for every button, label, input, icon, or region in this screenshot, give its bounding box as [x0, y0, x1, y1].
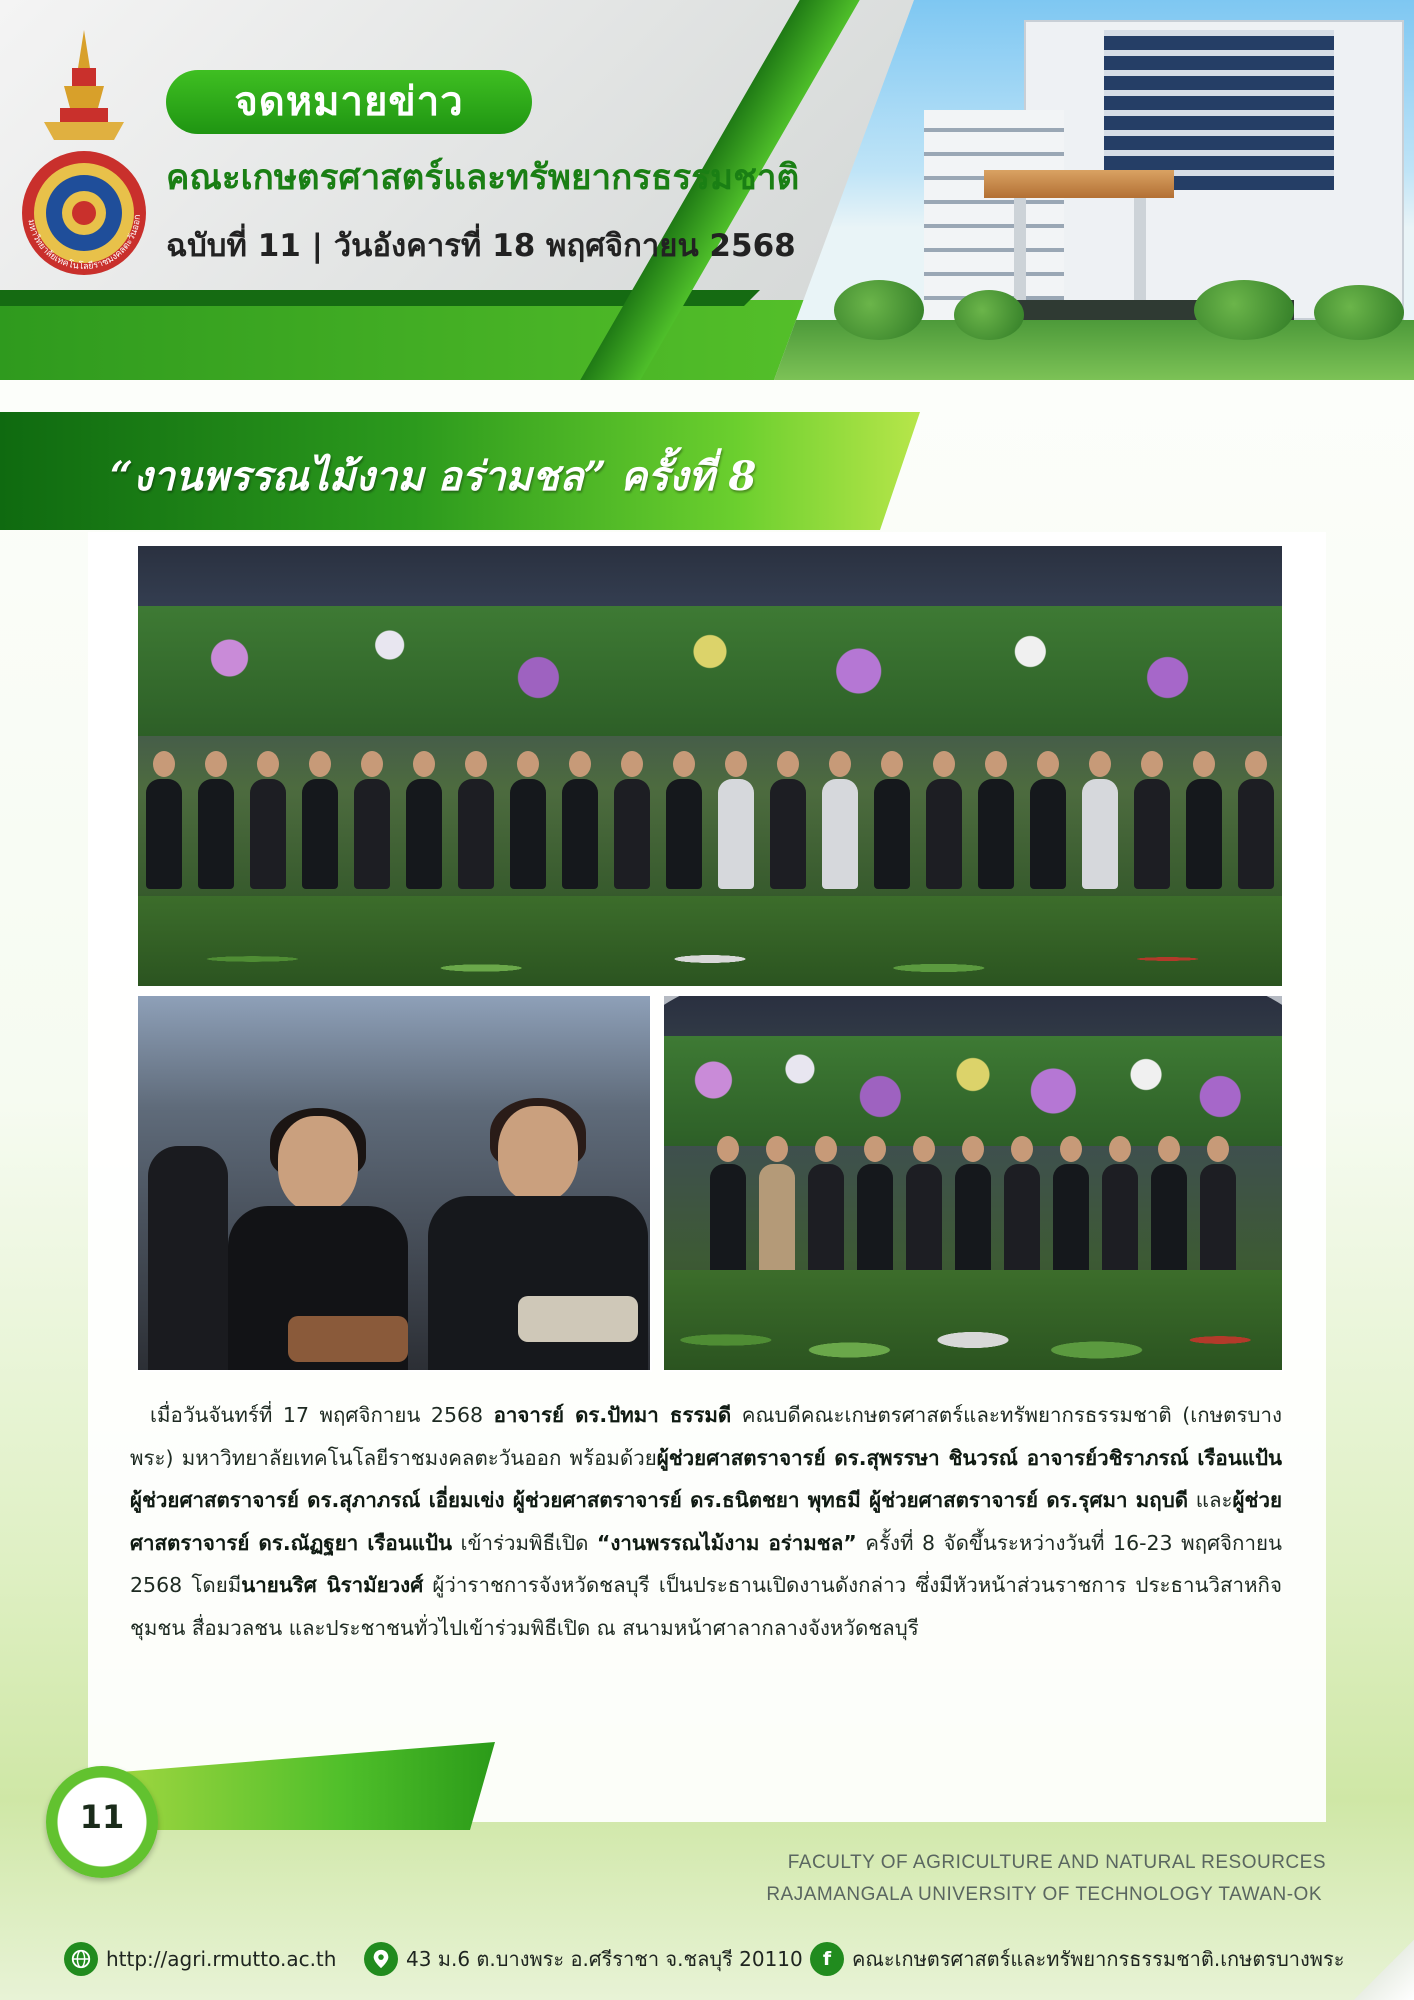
facebook-contact[interactable]	[810, 1942, 1344, 1976]
address-text: 43 ม.6 ต.บางพระ อ.ศรีราชา จ.ชลบุรี 20110	[406, 1947, 803, 1971]
facebook-icon: f	[810, 1942, 844, 1976]
website-contact[interactable]	[64, 1942, 336, 1976]
facebook-page-link[interactable]: คณะเกษตรศาสตร์และทรัพยากรธรรมชาติ.เกษตรบางพระ	[852, 1947, 1345, 1971]
staff-name-2: ผู้ช่วยศาสตราจารย์ ดร.ณัฏฐยา เรือนแป้น	[130, 1488, 1282, 1555]
website-link[interactable]: http://agri.rmutto.ac.th	[106, 1947, 337, 1971]
seated-guests-photo	[136, 994, 652, 1372]
address-contact	[364, 1942, 803, 1976]
section-title: “งานพรรณไม้งาม อร่ามชล” ครั้งที่ 8	[110, 453, 757, 500]
group-photo-main	[136, 544, 1284, 988]
faculty-english-name: FACULTY OF AGRICULTURE AND NATURAL RESOURCES	[787, 1852, 1326, 1873]
university-logo	[14, 28, 154, 278]
globe-icon	[64, 1942, 98, 1976]
faculty-name: คณะเกษตรศาสตร์และทรัพยากรธรรมชาติ	[166, 158, 800, 198]
group-photo-staff	[662, 994, 1284, 1372]
page-number: 11	[79, 1798, 125, 1836]
university-english-name: RAJAMANGALA UNIVERSITY OF TECHNOLOGY TAWAN-OK	[766, 1884, 1322, 1905]
page-curl-decoration	[1354, 1940, 1414, 2000]
dean-name: อาจารย์ ดร.ปัทมา ธรรมดี	[493, 1403, 732, 1427]
logo-ring-text: มหาวิทยาลัยเทคโนโลยีราชมงคลตะวันออก	[25, 214, 144, 273]
governor-name: นายนริศ นิรามัยวงศ์	[241, 1573, 424, 1597]
issue-date-line: ฉบับที่ 11 | วันอังคารที่ 18 พฤศจิกายน 2568	[166, 228, 796, 264]
article-body: เมื่อวันจันทร์ที่ 17 พฤศจิกายน 2568 อาจารย์ ดร.ปัทมา ธรรมดี คณบดีคณะเกษตรศาสตร์และทรัพยากรธรรมชาติ (เกษตรบางพระ) มหาวิทยาลัยเทคโนโลยีราชมงคลตะวันออก พร้อมด้วยผู้ช่วยศาสตราจารย์ ดร.สุพรรษา ชินวรณ์ อาจารย์วชิราภรณ์ เรือนแป้น ผู้ช่วยศาสตราจารย์ ดร.สุภาภรณ์ เอี่ยมเข่ง ผู้ช่วยศาสตราจารย์ ดร.ธนิตชยา พุทธมี ผู้ช่วยศาสตราจารย์ ดร.รุศมา มฤบดี และผู้ช่วยศาสตราจารย์ ดร.ณัฏฐยา เรือนแป้น เข้าร่วมพิธีเปิด “งานพรรณไม้งาม อร่ามชล” ครั้งที่ 8 จัดขึ้นระหว่างวันที่ 16-23 พฤศจิกายน 2568 โดยมีนายนริศ นิรามัยวงศ์ ผู้ว่าราชการจังหวัดชลบุรี เป็นประธานเปิดงานดังกล่าว ซึ่งมีหัวหน้าส่วนราชการ ประธานวิสาหกิจชุมชน สื่อมวลชน และประชาชนทั่วไปเข้าร่วมพิธีเปิด ณ สนามหน้าศาลากลางจังหวัดชลบุรี	[130, 1403, 1282, 1640]
location-pin-icon	[364, 1942, 398, 1976]
staff-names: ผู้ช่วยศาสตราจารย์ ดร.สุพรรษา ชินวรณ์ อาจารย์วชิราภรณ์ เรือนแป้น ผู้ช่วยศาสตราจารย์ ดร.สุภาภรณ์ เอี่ยมเข่ง ผู้ช่วยศาสตราจารย์ ดร.ธนิตชยา พุทธมี ผู้ช่วยศาสตราจารย์ ดร.รุศมา มฤบดี	[130, 1445, 1282, 1512]
event-name: “งานพรรณไม้งาม อร่ามชล”	[596, 1530, 857, 1555]
newsletter-label: จดหมายข่าว	[166, 70, 532, 134]
